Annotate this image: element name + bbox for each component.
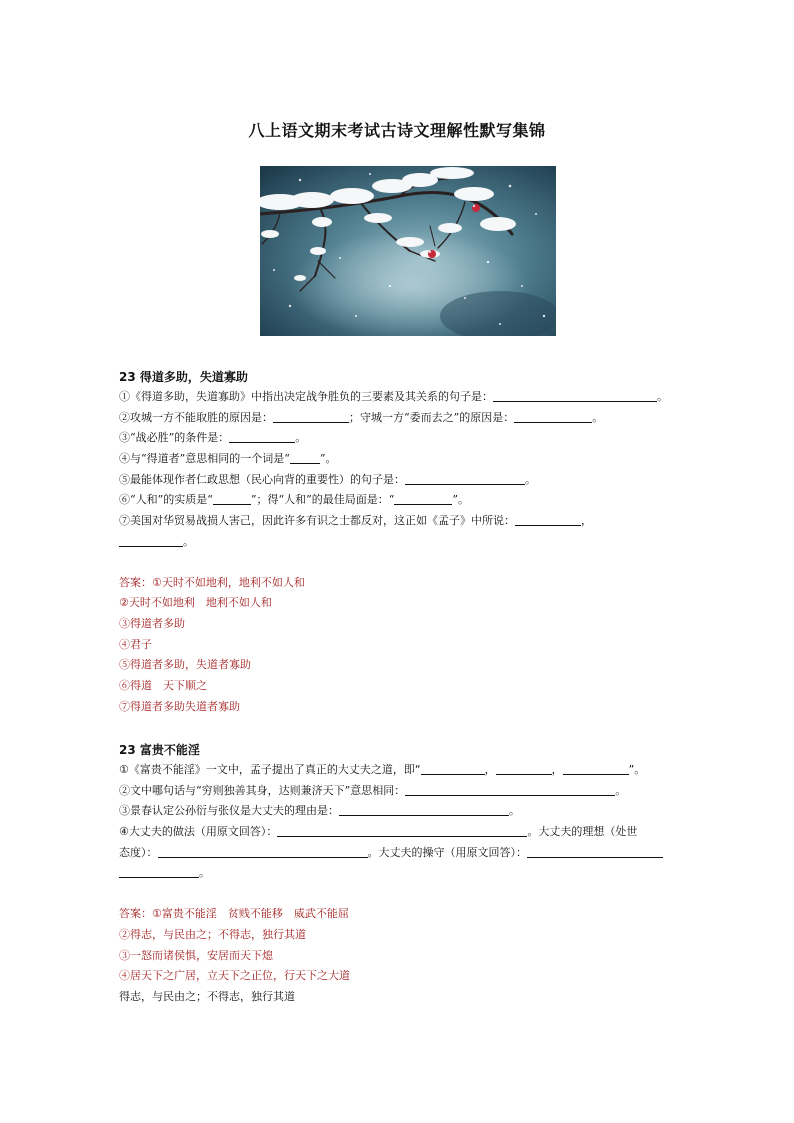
answer-blank[interactable] — [273, 410, 349, 423]
answer-blank[interactable] — [119, 534, 183, 547]
question-1 — [119, 760, 694, 781]
question-text: ⑥“人和”的实质是“ — [119, 493, 213, 507]
question-7-continued — [119, 532, 694, 553]
question-1 — [119, 387, 694, 408]
question-text: ④大丈夫的做法（用原文回答）： — [119, 825, 278, 839]
answer-blank[interactable] — [394, 492, 452, 505]
answer-blank[interactable] — [158, 845, 368, 858]
answer-blank[interactable] — [405, 472, 525, 485]
question-text: ⑤最能体现作者仁政思想（民心向背的重要性）的句子是： — [119, 472, 405, 486]
answer-blank[interactable] — [515, 513, 581, 526]
question-4 — [119, 449, 694, 470]
answer-text: ①富贵不能淫 贫贱不能移 威武不能屈 — [152, 907, 349, 921]
answer-line: ⑦得道者多助失道者寡助 — [119, 699, 240, 713]
section-dedao-duozhu — [119, 367, 694, 717]
section-fugui-buneng-yin — [119, 740, 694, 1008]
answer-blank[interactable] — [119, 865, 199, 878]
answer-line: ③一怒而诸侯惧，安居而天下熄 — [119, 948, 273, 962]
question-text: ”。 — [452, 493, 469, 507]
question-text: 。 — [615, 783, 627, 797]
answer-line: ⑥得道 天下顺之 — [119, 678, 207, 692]
question-text: 。 — [509, 804, 520, 818]
question-text: 。大丈夫的操守（用原文回答）： — [367, 845, 527, 859]
question-text: 。大丈夫的理想（处世 — [527, 825, 638, 839]
question-text: 。 — [295, 431, 307, 445]
page-title: 八上语文期末考试古诗文理解性默写集锦 — [248, 121, 546, 140]
question-7 — [119, 511, 694, 532]
question-text: 。 — [199, 866, 210, 880]
answer-blank[interactable] — [290, 451, 320, 464]
answer-line: ②天时不如地利 地利不如人和 — [119, 596, 272, 610]
snowy-branch-illustration — [260, 166, 556, 336]
answer-label: 答案： — [119, 907, 152, 921]
question-text: ①《得道多助，失道寡助》中指出决定战争胜负的三要素及其关系的句子是： — [119, 390, 493, 403]
question-text: ；守城一方“委而去之”的原因是： — [349, 410, 515, 424]
question-text: ， — [484, 763, 496, 776]
answer-blank[interactable] — [527, 845, 663, 858]
answer-blank[interactable] — [496, 762, 552, 775]
question-text: ”；得“人和”的最佳局面是：“ — [250, 493, 395, 507]
answer-blank[interactable] — [563, 762, 629, 775]
question-text: ④与“得道者”意思相同的一个词是“ — [119, 452, 290, 466]
answer-blank[interactable] — [229, 430, 295, 443]
question-2 — [119, 781, 694, 802]
question-text: ， — [551, 763, 563, 776]
question-5 — [119, 470, 694, 491]
answer-blank[interactable] — [493, 389, 657, 402]
section-heading: 23 得道多助，失道寡助 — [119, 370, 248, 384]
question-text: 态度）： — [119, 845, 158, 859]
question-4-end — [119, 863, 694, 884]
question-2 — [119, 408, 694, 429]
question-4-continued — [119, 843, 694, 864]
answer-blank[interactable] — [514, 410, 592, 423]
answer-line: ②得志，与民由之；不得志，独行其道 — [119, 927, 306, 941]
snowy-branch-image — [260, 166, 556, 336]
question-text: 。 — [657, 390, 668, 403]
answer-blank[interactable] — [277, 824, 527, 837]
section-heading: 23 富贵不能淫 — [119, 743, 200, 757]
question-text: 。 — [592, 410, 604, 424]
question-text: 。 — [525, 472, 536, 486]
answer-line: ③得道者多助 — [119, 616, 185, 630]
answer-line — [119, 573, 694, 594]
extra-line: 得志，与民由之；不得志，独行其道 — [119, 989, 295, 1003]
answer-line: ④居天下之广居，立天下之正位，行天下之大道 — [119, 969, 350, 983]
answer-line: ⑤得道者多助，失道者寡助 — [119, 658, 251, 672]
question-text: ③景春认定公孙衍与张仪是大丈夫的理由是： — [119, 804, 339, 818]
answer-blank[interactable] — [421, 762, 485, 775]
question-4 — [119, 822, 694, 843]
question-6 — [119, 490, 694, 511]
question-text: ②文中哪句话与“穷则独善其身，达则兼济天下”意思相同： — [119, 783, 406, 797]
question-3 — [119, 801, 694, 822]
answer-text: ①天时不如地利，地利不如人和 — [152, 575, 305, 589]
answer-line — [119, 904, 694, 925]
question-text: ⑦美国对华贸易战损人害己，因此许多有识之士都反对，这正如《孟子》中所说： — [119, 514, 515, 528]
question-text: ②攻城一方不能取胜的原因是： — [119, 410, 273, 424]
answer-blank[interactable] — [405, 783, 615, 796]
question-text: ①《富贵不能淫》一文中，孟子提出了真正的大丈夫之道，即“ — [119, 763, 421, 776]
answer-blank[interactable] — [213, 492, 251, 505]
question-text: ③“战必胜”的条件是： — [119, 431, 230, 445]
question-text: ， — [581, 514, 592, 528]
answer-label: 答案： — [119, 575, 152, 589]
answer-blank[interactable] — [339, 803, 509, 816]
question-text: 。 — [183, 534, 194, 548]
question-3 — [119, 428, 694, 449]
question-text: ”。 — [319, 452, 337, 466]
question-text: ”。 — [628, 763, 646, 776]
answer-line: ④君子 — [119, 637, 152, 651]
